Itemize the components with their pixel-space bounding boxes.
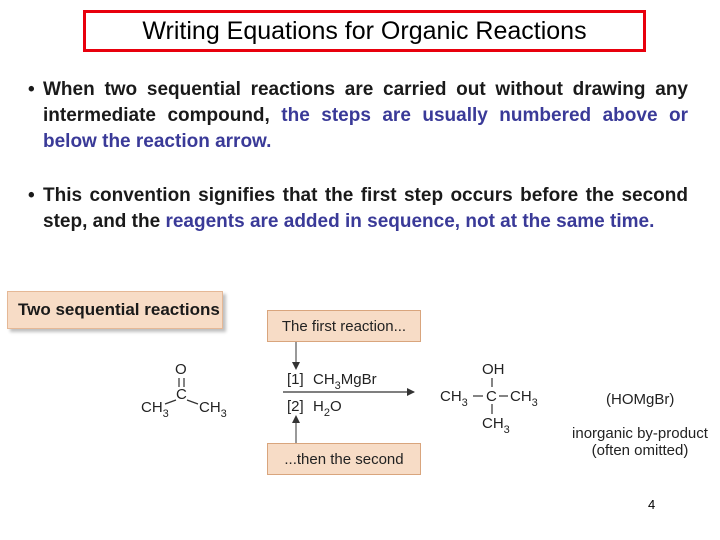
reactant-oxygen: O [175,361,187,378]
bullet-2-plain: This convention signifies that the first step occurs before the second step, and the [43,185,688,232]
reactant-right-methyl: $CH_3$ [199,399,227,420]
single-bond-line [187,400,198,404]
step-1-reagent: $CH_3MgBr$ [313,371,377,392]
slide-title-text: Writing Equations for Organic Reactions [142,16,587,45]
single-bond-line [165,400,176,404]
byproduct-caption [562,425,718,459]
bullet-2-highlight: reagents are added in sequence, not at the same time. [165,211,655,232]
header-label: Two sequential reactions [18,300,220,319]
product-hydroxyl: OH [482,361,505,378]
bullet-marker: • [28,79,35,100]
bullet-1-highlight: the steps are usually numbered above or below the reaction arrow. [43,105,688,152]
page-number: 4 [648,497,656,512]
reactant-carbon: C [176,386,187,403]
step-2-reagent: $H_2O$ [313,398,342,419]
reactant-left-methyl: $CH_3$ [141,399,169,420]
second-reaction-note-text: ...then the second [284,450,404,468]
product-bottom-methyl: $CH_3$ [482,415,510,436]
step-1-number: [1] [287,371,304,388]
byproduct-label: (HOMgBr) [606,391,675,408]
byproduct-caption-line: inorganic by-product [572,425,708,442]
byproduct-caption-line: (often omitted) [591,442,689,459]
product-right-methyl: $CH_3$ [510,388,538,409]
first-reaction-note-text: The first reaction... [281,317,407,335]
product-alcohol [440,361,538,436]
product-carbon: C [486,388,497,405]
product-left-methyl: $CH_3$ [440,388,468,409]
step-2-number: [2] [287,398,304,415]
bullet-marker: • [28,185,35,206]
reagents [287,371,377,419]
reactant-acetone [141,361,227,420]
bullet-1-plain: When two sequential reactions are carried out without drawing any intermediate compound, [43,79,688,126]
